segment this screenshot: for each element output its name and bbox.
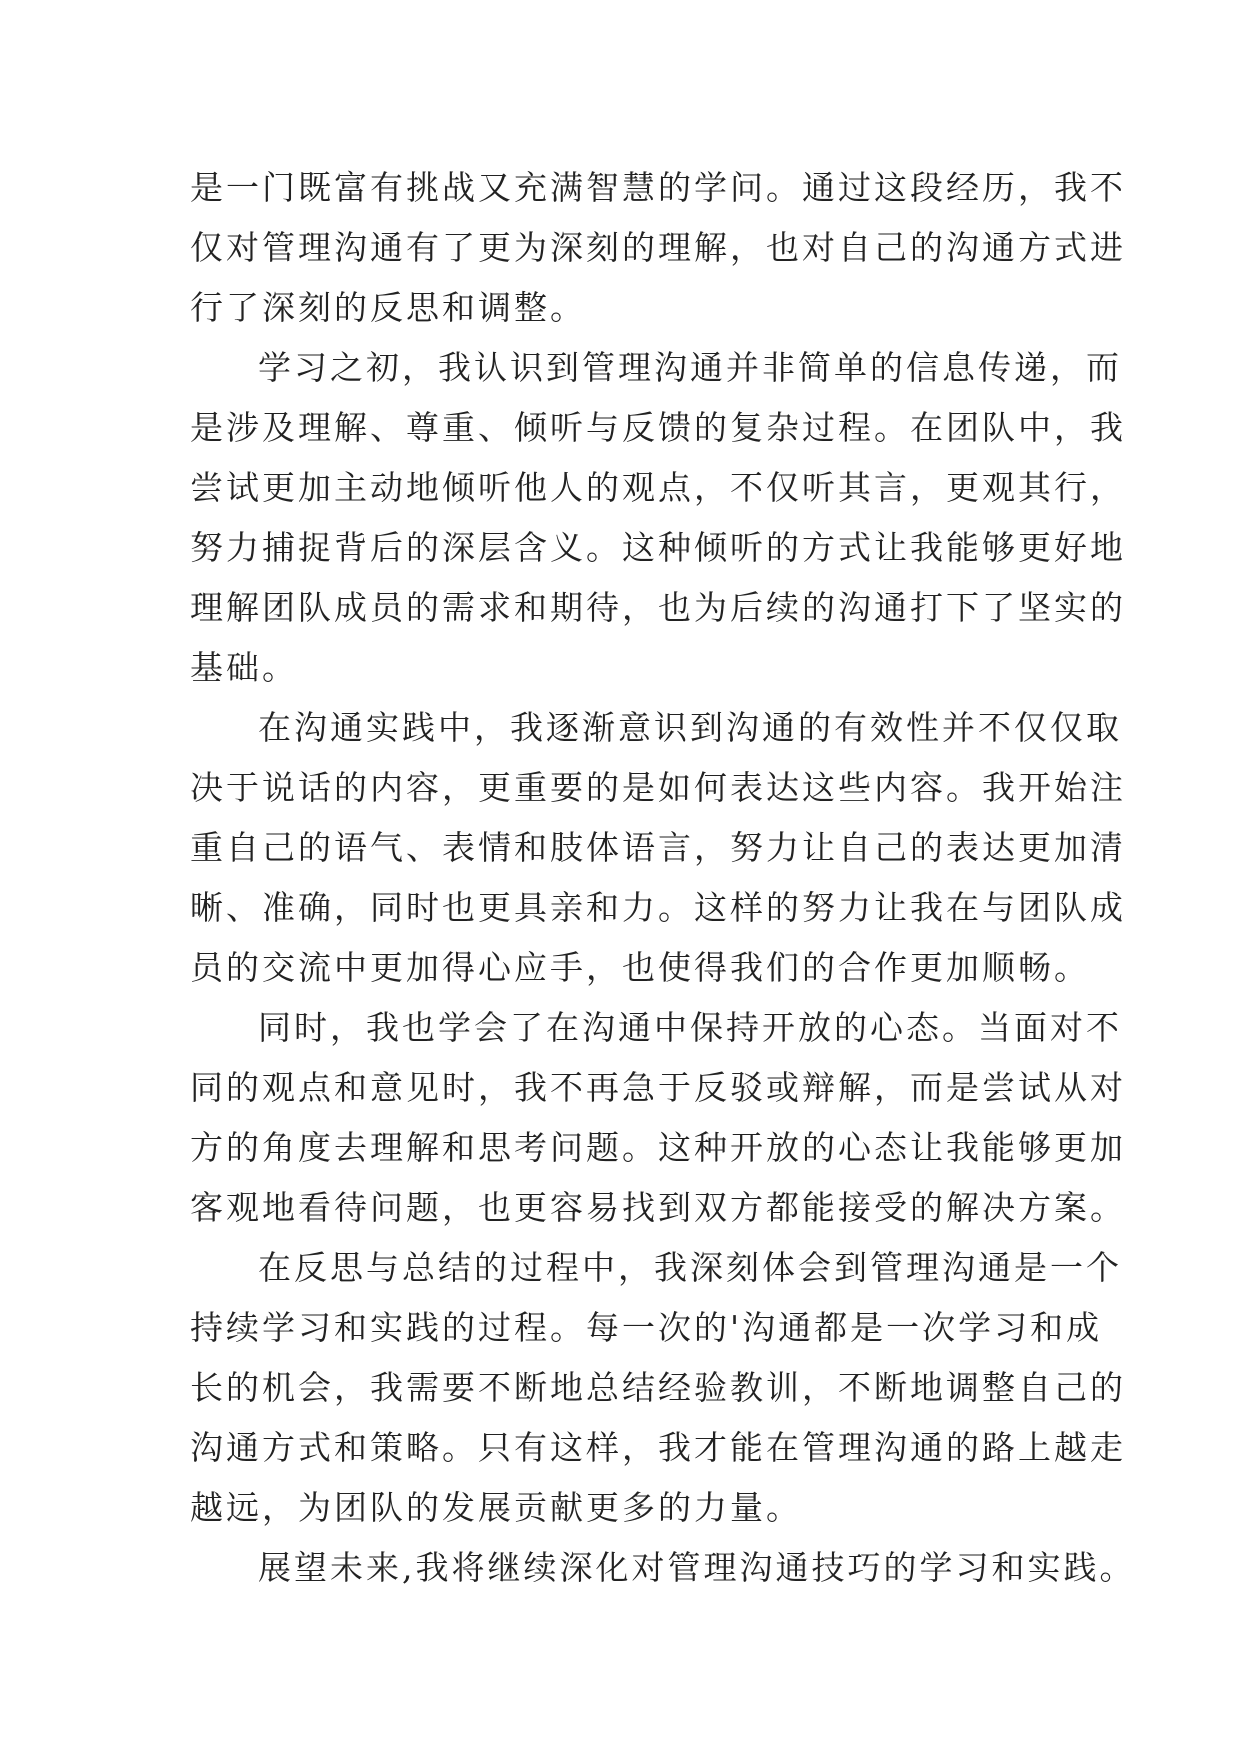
text-line: 方的角度去理解和思考问题。这种开放的心态让我能够更加: [190, 1128, 1126, 1167]
text-line: 在沟通实践中，我逐渐意识到沟通的有效性并不仅仅取: [258, 708, 1122, 747]
text-line: 展望未来,我将继续深化对管理沟通技巧的学习和实践。: [258, 1548, 1136, 1587]
text-line: 努力捕捉背后的深层含义。这种倾听的方式让我能够更好地: [190, 528, 1126, 567]
text-line: 同的观点和意见时，我不再急于反驳或辩解，而是尝试从对: [190, 1068, 1126, 1107]
text-line: 学习之初，我认识到管理沟通并非简单的信息传递，而: [258, 348, 1122, 387]
text-line: 员的交流中更加得心应手，也使得我们的合作更加顺畅。: [190, 948, 1090, 987]
paragraph: [190, 1538, 1136, 1598]
text-line: 是一门既富有挑战又充满智慧的学问。通过这段经历，我不: [190, 168, 1126, 207]
text-line: 沟通方式和策略。只有这样，我才能在管理沟通的路上越走: [190, 1428, 1126, 1467]
text-line: 晰、准确，同时也更具亲和力。这样的努力让我在与团队成: [190, 888, 1126, 927]
paragraph: [190, 158, 1126, 338]
text-line: 长的机会，我需要不断地总结经验教训，不断地调整自己的: [190, 1368, 1126, 1407]
text-line: 同时，我也学会了在沟通中保持开放的心态。当面对不: [258, 1008, 1122, 1047]
paragraph: [190, 998, 1126, 1238]
text-line: 理解团队成员的需求和期待，也为后续的沟通打下了坚实的: [190, 588, 1126, 627]
text-line: 行了深刻的反思和调整。: [190, 288, 586, 327]
text-line: 基础。: [190, 648, 298, 687]
paragraph: [190, 338, 1126, 698]
text-line: 在反思与总结的过程中，我深刻体会到管理沟通是一个: [258, 1248, 1122, 1287]
text-line: 是涉及理解、尊重、倾听与反馈的复杂过程。在团队中，我: [190, 408, 1126, 447]
text-line: 重自己的语气、表情和肢体语言，努力让自己的表达更加清: [190, 828, 1126, 867]
text-line: 越远，为团队的发展贡献更多的力量。: [190, 1488, 802, 1527]
paragraph: [190, 698, 1126, 998]
text-line: 持续学习和实践的过程。每一次的'沟通都是一次学习和成: [190, 1308, 1103, 1347]
text-line: 尝试更加主动地倾听他人的观点，不仅听其言，更观其行，: [190, 468, 1126, 507]
paragraph: [190, 1238, 1126, 1538]
text-line: 决于说话的内容，更重要的是如何表达这些内容。我开始注: [190, 768, 1126, 807]
text-line: 客观地看待问题，也更容易找到双方都能接受的解决方案。: [190, 1188, 1126, 1227]
text-line: 仅对管理沟通有了更为深刻的理解，也对自己的沟通方式进: [190, 228, 1126, 267]
body-text: [190, 158, 1136, 1598]
